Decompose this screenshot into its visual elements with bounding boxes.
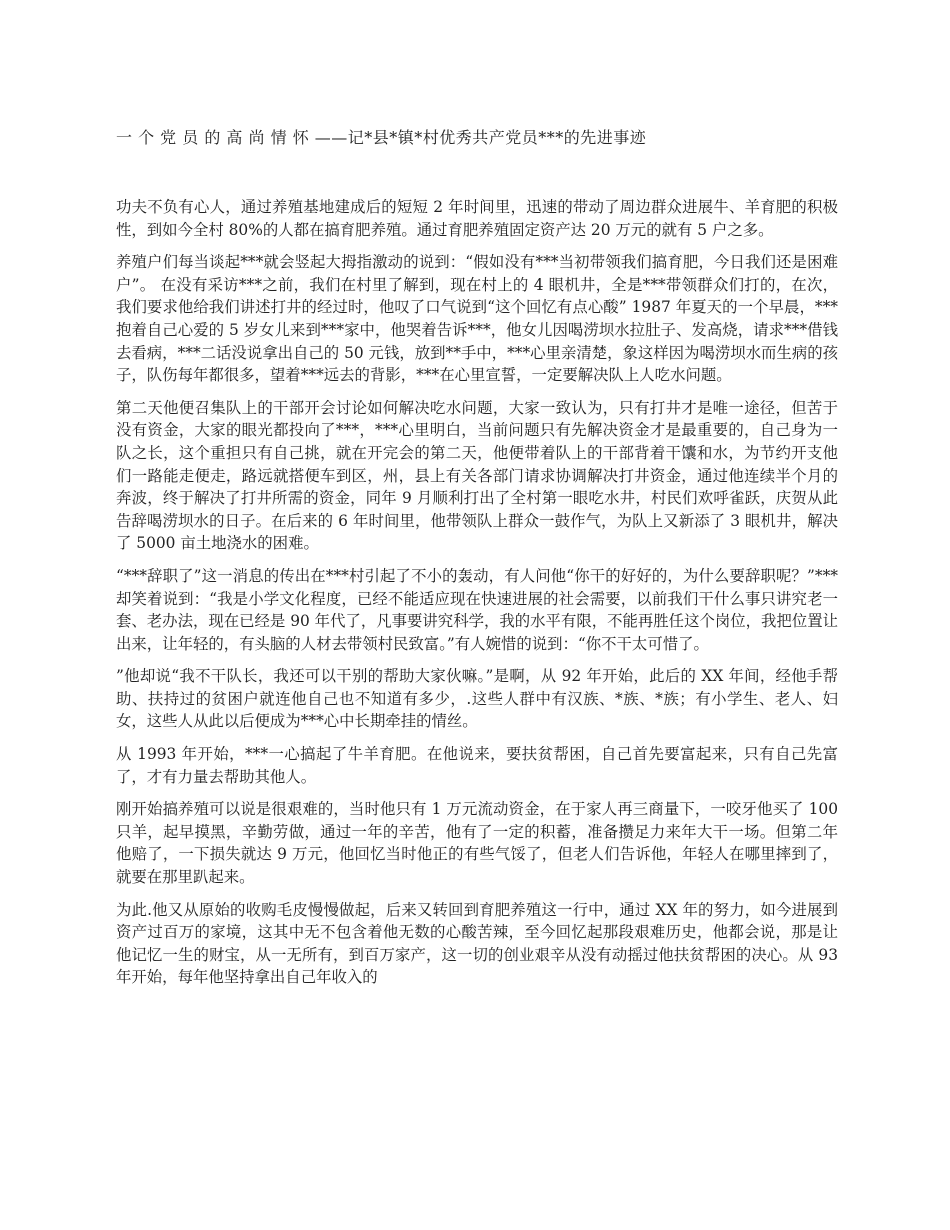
paragraph-1: 功夫不负有心人，通过养殖基地建成后的短短 2 年时间里，迅速的带动了周边群众进展牛、羊育肥的积极性，到如今全村 80%的人都在搞育肥养殖。通过育肥养殖固定资产达 20 万元的就有 5 户之多。 (116, 198, 838, 239)
paragraph-3: 第二天他便召集队上的干部开会讨论如何解决吃水问题，大家一致认为，只有打井才是唯一途径，但苦于没有资金，大家的眼光都投向了***，***心里明白，当前问题只有先解决资金才是最重要的，自己身为一队之长，这个重担只有自己挑，就在开完会的第二天，他便带着队上的干部背着干馕和水，为节约开支他们一路能走便走，路远就搭便车到区，州，县上有关各部门请求协调解决打井资金，通过他连续半个月的奔波，终于解决了打井所需的资金，同年 9 月顺利打出了全村第一眼吃水井，村民们欢呼雀跃，庆贺从此告辞喝涝坝水的日子。在后来的 6 年时间里，他带领队上群众一鼓作气，为队上又新添了 3 眼机井，解决了 5000 亩土地浇水的困难。 (116, 398, 838, 553)
paragraph-5: ”他却说“我不干队长，我还可以干别的帮助大家伙嘛。”是啊，从 92 年开始，此后的 XX 年间，经他手帮助、扶持过的贫困户就连他自己也不知道有多少，.这些人群中有汉族、*族、*族；有小学生、老人、妇女，这些人从此以后便成为***心中长期牵挂的情丝。 (116, 667, 838, 731)
paragraph-8: 为此.他又从原始的收购毛皮慢慢做起，后来又转回到育肥养殖这一行中，通过 XX 年的努力，如今进展到资产过百万的家境，这其中无不包含着他无数的心酸苦辣，至今回忆起那段艰难历史，他都会说，那是让他记忆一生的财宝，从一无所有，到百万家产，这一切的创业艰辛从没有动摇过他扶贫帮困的决心。从 93 年开始，每年他坚持拿出自己年收入的 (116, 900, 838, 987)
paragraph-6: 从 1993 年开始，***一心搞起了牛羊育肥。在他说来，要扶贫帮困，自己首先要富起来，只有自己先富了，才有力量去帮助其他人。 (116, 745, 838, 786)
document-title: 一 个 党 员 的 高 尚 情 怀 ——记*县*镇*村优秀共产党员***的先进事迹 (116, 128, 647, 147)
document-body (116, 196, 838, 999)
paragraph-4: “***辞职了”这一消息的传出在***村引起了不小的轰动，有人问他“你干的好好的，为什么要辞职呢？”***却笑着说到：“我是小学文化程度，已经不能适应现在快速进展的社会需要，以前我们干什么事只讲究老一套、老办法，现在已经是 90 年代了，凡事要讲究科学，我的水平有限，不能再胜任这个岗位，我把位置让出来，让年轻的，有头脑的人材去带领村民致富。”有人婉惜的说到：“你不干太可惜了。 (116, 566, 838, 653)
paragraph-2: 养殖户们每当谈起***就会竖起大拇指激动的说到：“假如没有***当初带领我们搞育肥，今日我们还是困难户”。 在没有采访***之前，我们在村里了解到，现在村上的 4 眼机井，全是***带领群众们打的，在次，我们要求他给我们讲述打井的经过时，他叹了口气说到“这个回忆有点心酸” 1987 年夏天的一个早晨，***抱着自己心爱的 5 岁女儿来到***家中，他哭着告诉***，他女儿因喝涝坝水拉肚子、发高烧，请求***借钱去看病，***二话没说拿出自己的 50 元钱，放到**手中，***心里亲清楚，象这样因为喝涝坝水而生病的孩子，队伤每年都很多，望着***远去的背影，***在心里宣誓，一定要解决队上人吃水问题。 (116, 253, 838, 385)
paragraph-7: 刚开始搞养殖可以说是很艰难的，当时他只有 1 万元流动资金，在于家人再三商量下，一咬牙他买了 100 只羊，起早摸黑，辛勤劳做，通过一年的辛苦，他有了一定的积蓄，准备攒足力来年大干一场。但第二年他赔了，一下损失就达 9 万元，他回忆当时他正的有些气馁了，但老人们告诉他，年轻人在哪里摔到了，就要在那里趴起来。 (116, 800, 838, 887)
